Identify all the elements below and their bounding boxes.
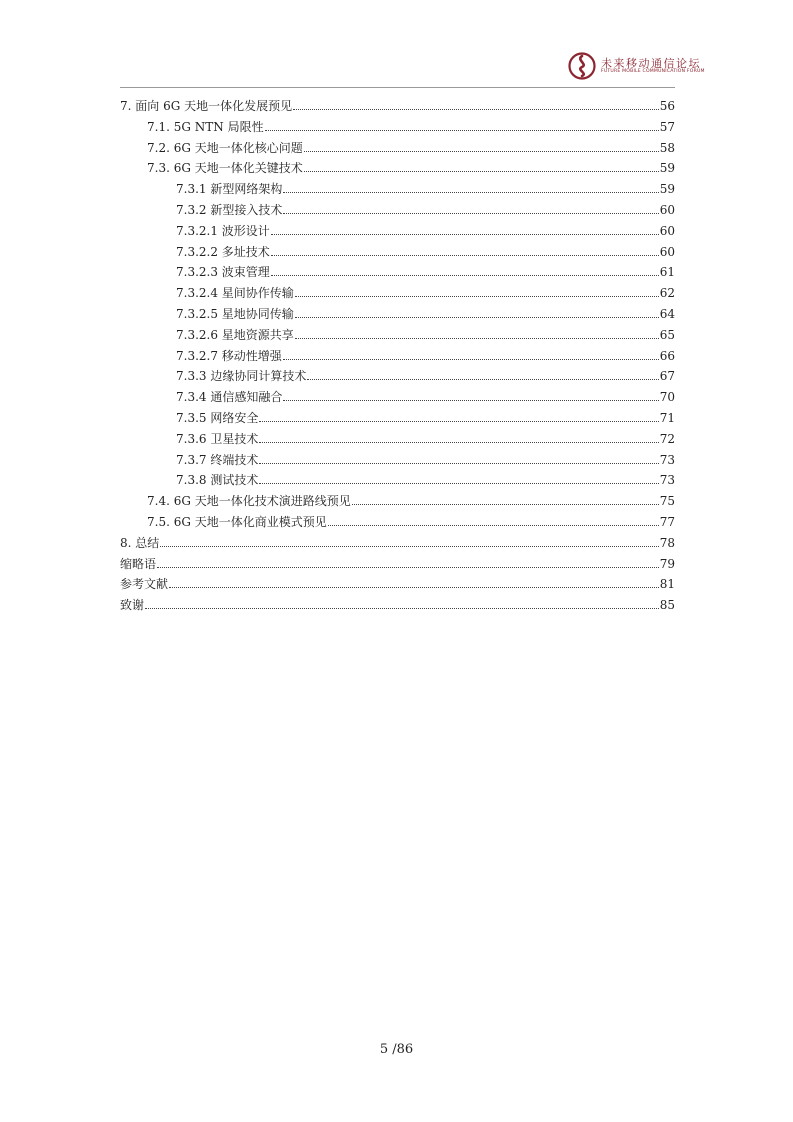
toc-entry-title: 缩略语 <box>120 556 157 571</box>
toc-entry[interactable] <box>120 283 675 304</box>
toc-dot-leader <box>293 108 659 110</box>
toc-entry-page: 59 <box>659 182 675 197</box>
toc-dot-leader <box>283 399 658 401</box>
toc-entry-title: 8. 总结 <box>120 535 160 550</box>
header-logo <box>568 52 708 82</box>
toc-entry-page: 81 <box>659 577 675 592</box>
toc-entry-page: 58 <box>659 140 675 155</box>
toc-dot-leader <box>283 212 658 214</box>
toc-entry-page: 65 <box>659 327 675 342</box>
toc-dot-leader <box>259 462 658 464</box>
toc-entry[interactable] <box>120 221 675 242</box>
table-of-contents <box>120 96 675 616</box>
toc-entry-title: 7.2. 6G 天地一体化核心问题 <box>147 140 303 155</box>
toc-entry[interactable] <box>120 304 675 325</box>
toc-dot-leader <box>283 358 659 360</box>
toc-entry[interactable] <box>120 387 675 408</box>
toc-entry[interactable] <box>120 158 675 179</box>
toc-entry[interactable] <box>120 554 675 575</box>
toc-entry-page: 79 <box>659 556 675 571</box>
toc-dot-leader <box>271 274 659 276</box>
toc-entry-page: 75 <box>659 494 675 509</box>
toc-entry[interactable] <box>120 179 675 200</box>
toc-entry[interactable] <box>120 346 675 367</box>
toc-dot-leader <box>271 254 659 256</box>
toc-dot-leader <box>259 441 658 443</box>
toc-entry-page: 62 <box>659 286 675 301</box>
toc-entry-page: 70 <box>659 390 675 405</box>
toc-entry-title: 7.3.8 测试技术 <box>176 473 259 488</box>
logo-english-text: FUTURE MOBILE COMMUNICATION FORUM <box>601 69 705 74</box>
toc-entry-title: 参考文献 <box>120 577 169 592</box>
toc-entry-page: 85 <box>659 598 675 613</box>
toc-dot-leader <box>259 482 658 484</box>
toc-entry-title: 7.3.2 新型接入技术 <box>176 202 283 217</box>
toc-entry-page: 64 <box>659 306 675 321</box>
toc-entry-title: 7.3.4 通信感知融合 <box>176 390 283 405</box>
toc-dot-leader <box>259 420 658 422</box>
toc-dot-leader <box>304 150 659 152</box>
header-divider <box>120 87 675 88</box>
toc-entry[interactable] <box>120 200 675 221</box>
toc-entry-title: 7.3.2.7 移动性增强 <box>176 348 282 363</box>
toc-entry[interactable] <box>120 242 675 263</box>
toc-entry-page: 72 <box>659 431 675 446</box>
toc-entry-page: 60 <box>659 223 675 238</box>
toc-entry[interactable] <box>120 470 675 491</box>
toc-entry-page: 73 <box>659 473 675 488</box>
toc-dot-leader <box>265 129 659 131</box>
toc-dot-leader <box>352 503 659 505</box>
toc-dot-leader <box>283 191 658 193</box>
toc-entry-page: 66 <box>659 348 675 363</box>
toc-entry[interactable] <box>120 325 675 346</box>
toc-entry-title: 7.3.5 网络安全 <box>176 410 259 425</box>
toc-dot-leader <box>307 378 658 380</box>
toc-dot-leader <box>304 170 659 172</box>
toc-dot-leader <box>160 545 658 547</box>
toc-entry-title: 7.3.2.6 星地资源共享 <box>176 327 294 342</box>
toc-entry-title: 7.4. 6G 天地一体化技术演进路线预见 <box>147 494 351 509</box>
toc-dot-leader <box>169 586 659 588</box>
toc-dot-leader <box>157 566 659 568</box>
toc-dot-leader <box>328 524 659 526</box>
toc-entry[interactable] <box>120 491 675 512</box>
toc-entry-page: 71 <box>659 410 675 425</box>
toc-dot-leader <box>295 337 659 339</box>
toc-entry-page: 77 <box>659 514 675 529</box>
toc-dot-leader <box>145 607 659 609</box>
toc-entry-title: 7.3.2.4 星间协作传输 <box>176 286 294 301</box>
toc-entry-page: 78 <box>659 535 675 550</box>
toc-entry-title: 7.3. 6G 天地一体化关键技术 <box>147 161 303 176</box>
toc-entry-title: 7.3.1 新型网络架构 <box>176 182 283 197</box>
toc-entry-page: 61 <box>659 265 675 280</box>
toc-entry-page: 56 <box>659 99 675 113</box>
toc-dot-leader <box>271 233 659 235</box>
toc-entry-title: 7.1. 5G NTN 局限性 <box>147 119 264 134</box>
toc-entry[interactable] <box>120 574 675 595</box>
toc-entry-title: 7.3.6 卫星技术 <box>176 431 259 446</box>
toc-entry[interactable] <box>120 366 675 387</box>
toc-dot-leader <box>295 316 659 318</box>
toc-entry-page: 67 <box>659 369 675 384</box>
toc-entry-page: 60 <box>659 202 675 217</box>
toc-entry-title: 7.3.7 终端技术 <box>176 452 259 467</box>
toc-entry[interactable] <box>120 117 675 138</box>
toc-entry-title: 7.5. 6G 天地一体化商业模式预见 <box>147 514 327 529</box>
toc-entry-title: 7.3.2.1 波形设计 <box>176 223 270 238</box>
toc-entry-page: 73 <box>659 452 675 467</box>
toc-entry-page: 60 <box>659 244 675 259</box>
toc-entry-title: 7. 面向 6G 天地一体化发展预见 <box>120 99 293 113</box>
toc-entry[interactable] <box>120 96 675 117</box>
toc-entry-title: 7.3.2.2 多址技术 <box>176 244 270 259</box>
toc-entry-title: 致谢 <box>120 598 145 613</box>
toc-entry[interactable] <box>120 595 675 616</box>
toc-entry-page: 57 <box>659 119 675 134</box>
logo-chinese-text: 未来移动通信论坛 <box>601 57 701 70</box>
toc-entry[interactable] <box>120 533 675 554</box>
toc-entry[interactable] <box>120 408 675 429</box>
toc-dot-leader <box>295 295 659 297</box>
swirl-logo-icon <box>568 52 596 80</box>
toc-entry-title: 7.3.3 边缘协同计算技术 <box>176 369 307 384</box>
toc-entry[interactable] <box>120 262 675 283</box>
toc-entry[interactable] <box>120 450 675 471</box>
toc-entry-title: 7.3.2.5 星地协同传输 <box>176 306 294 321</box>
toc-entry[interactable] <box>120 512 675 533</box>
toc-entry-page: 59 <box>659 161 675 176</box>
toc-entry[interactable] <box>120 138 675 159</box>
toc-entry-title: 7.3.2.3 波束管理 <box>176 265 270 280</box>
toc-entry[interactable] <box>120 429 675 450</box>
page-number: 5 /86 <box>379 1042 414 1057</box>
